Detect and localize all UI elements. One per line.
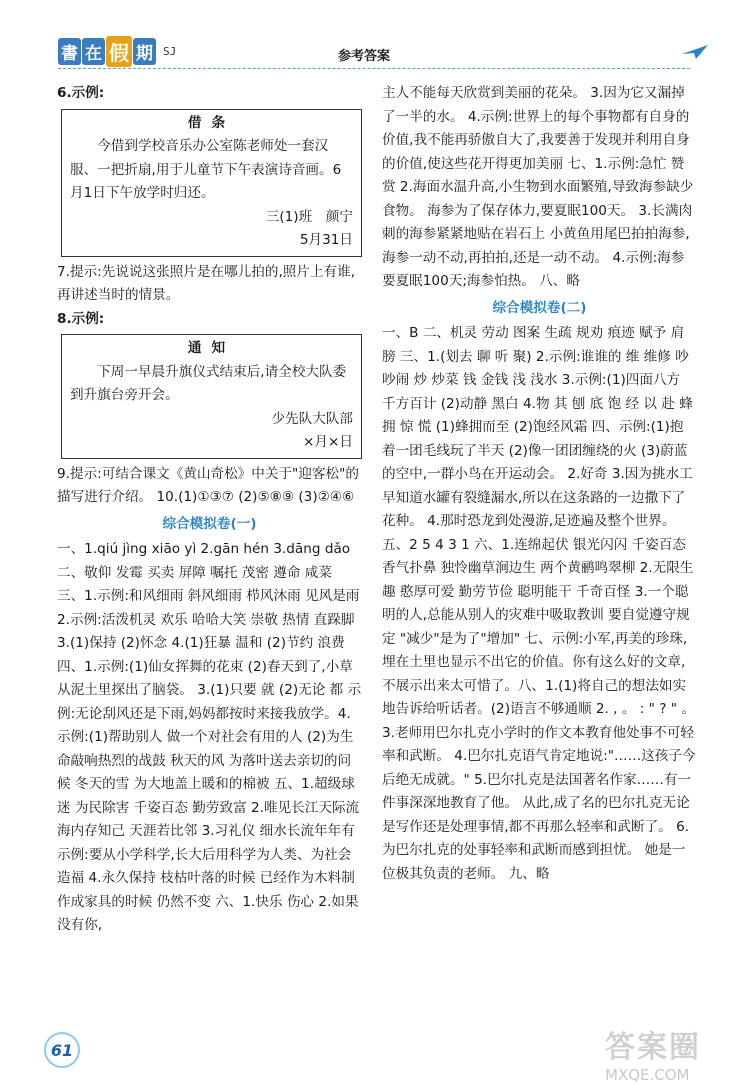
left-column — [57, 82, 362, 938]
logo-char: 書 — [58, 38, 81, 65]
iou-note-date: 5月31日 — [299, 232, 353, 248]
page-title: 参考答案 — [338, 49, 391, 64]
q8-label: 8.示例: — [57, 310, 105, 327]
q7-text: 7.提示:先说说这张照片是在哪儿拍的,照片上有谁,再讲述当时的情景。 — [57, 263, 356, 303]
notice-title: 通知 — [187, 340, 236, 356]
page-number: 61 — [44, 1032, 80, 1068]
logo-char: 假 — [106, 36, 132, 67]
iou-note-title: 借条 — [187, 114, 236, 131]
q6-label: 6.示例: — [57, 85, 105, 101]
mock1-answers: 一、1.qiú jìng xiāo yì 2.gān hén 3.dāng dǎo 二、敬仰 发霉 买卖 屏障 嘱托 茂密 遵命 咸菜 三、1.示例:和风细雨 斜风细雨 栉风沐雨 见风是雨 2.示例:活泼机灵 欢乐 哈哈大笑 崇敬 热情 直跺脚 3.(1)保持 (2)怀念 4.(1)狂暴 温和 (2)节约 浪费 四、1.示例:(1)仙女挥舞的花束 (2)春天到了,小草从泥土里探出了脑袋。 3.(1)只要 就 (2)无论 都 示例:无论刮风还是下雨,妈妈都按时来接我放学。4.示例:(1)帮助别人 做一个对社会有用的人 (2)为生命敲响热烈的战鼓 秋天的风 为落叶送去亲切的问候 冬天的雪 为大地盖上暖和的棉被 五、1.超级球迷 为民除害 千姿百态 勤劳致富 2.唯见长江天际流 海内存知己 天涯若比邻 3.习礼仪 细水长流年年有 示例:要从小学科学,长大后用科学为人类、为社会造福 4.永久保持 枝枯叶落的时候 已经作为木料制作成家具的时候 仍然不变 六、1.快乐 伤心 2.如果没有你, — [57, 541, 364, 933]
header-divider — [58, 68, 690, 69]
paper-plane-icon — [680, 42, 710, 62]
book-logo — [58, 36, 176, 66]
logo-char: 期 — [133, 38, 156, 65]
section-title-mock1: 综合模拟卷(一) — [162, 515, 257, 532]
section-title-mock2: 综合模拟卷(二) — [492, 299, 587, 316]
q9-q10-text: 9.提示:可结合课文《黄山奇松》中关于"迎客松"的描写进行介绍。 10.(1)①③⑦ (2)⑤⑧⑨ (3)②④⑥ — [57, 465, 359, 505]
right-column — [382, 82, 700, 886]
watermark-big: 答案圈 — [605, 1030, 701, 1065]
notice-date: ×月×日 — [303, 434, 353, 450]
watermark-small: MXQE.COM — [605, 1066, 690, 1084]
notice-signer: 少先队大队部 — [271, 410, 353, 427]
iou-note-box — [61, 109, 362, 257]
logo-sj: SJ — [163, 44, 177, 58]
iou-note-body: 今借到学校音乐办公室陈老师处一套汉服、一把折扇,用于儿童节下午表演诗音画。6月1日下午放学时归还。 — [70, 138, 342, 201]
iou-note-signer: 三(1)班 颜宁 — [265, 208, 353, 225]
notice-body: 下周一早晨升旗仪式结束后,请全校大队委到升旗台旁开会。 — [70, 363, 347, 403]
mock2-answers: 一、B 二、机灵 劳动 图案 生疏 规劝 痕迹 赋予 肩膀 三、1.(划去 聊 听 聚) 2.示例:谁谁的 维 维修 吵 吵闹 炒 炒菜 钱 金钱 浅 浅水 3.示例:(1)四面八方 千方百计 (2)动静 黑白 4.物 其 刨 底 饱 经 以 赴 蜂 拥 惊 慌 (1)蜂拥而至 (2)饱经风霜 四、示例:(1)抱着一团毛线玩了半天 (2)像一团团缠绕的火 (3)蔚蓝的空中,一群小鸟在开运动会。 2.好奇 3.因为挑水工早知道水罐有裂缝漏水,所以在这条路的一边撒下了花种。 4.那时恐龙到处漫游,足迹遍及整个世界。 五、2 5 4 3 1 六、1.连绵起伏 银光闪闪 千姿百态 香气扑鼻 独怜幽草涧边生 两个黄鹂鸣翠柳 2.无限生趣 憨厚可爱 勤劳节俭 聪明能干 千奇百怪 3.一个聪明的人,总能从别人的灾难中吸取教训 要自觉遵守规定 "减少"是为了"增加" 七、示例:小军,再美的珍珠,埋在土里也显示不出它的价值。你有这么好的文章,不展示出来太可惜了。八、1.(1)将自己的想法如实地告诉给听话者。(2)语言不够通顺 2. , 。 : " ? " 。 3.老师用巴尔扎克小学时的作文本教育他处事不可轻率和武断。 4.巴尔扎克语气肯定地说:"……这孩子今后绝无成就。" 5.巴尔扎克是法国著名作家……有一件事深深地教育了他。 从此,成了名的巴尔扎克无论是写作还是处理事情,都不再那么轻率和武断了。 6.为巴尔扎克的处事轻率和武断而感到担忧。 她是一位极其负责的老师。 九、略 — [382, 325, 700, 882]
notice-box — [61, 334, 362, 459]
page-header — [0, 0, 750, 74]
mock1-answers-continued: 主人不能每天欣赏到美丽的花朵。 3.因为它又漏掉了一半的水。 4.示例:世界上的每个事物都有自身的价值,我不能再骄傲自大了,我要善于发现并利用自身的价值,使这些花开得更加美丽 七、1.示例:急忙 赞赏 2.海面水温升高,小生物到水面繁殖,导致海参缺少食物。 海参为了保存体力,要夏眠100天。 3.长满肉刺的海参紧紧地贴在岩石上 小黄鱼用尾巴拍拍海参,海参一动不动,再拍拍,还是一动不动。 4.示例:海参要夏眠100天;海参怕热。 八、略 — [382, 85, 694, 289]
site-watermark — [605, 1022, 740, 1082]
logo-char: 在 — [82, 38, 105, 65]
